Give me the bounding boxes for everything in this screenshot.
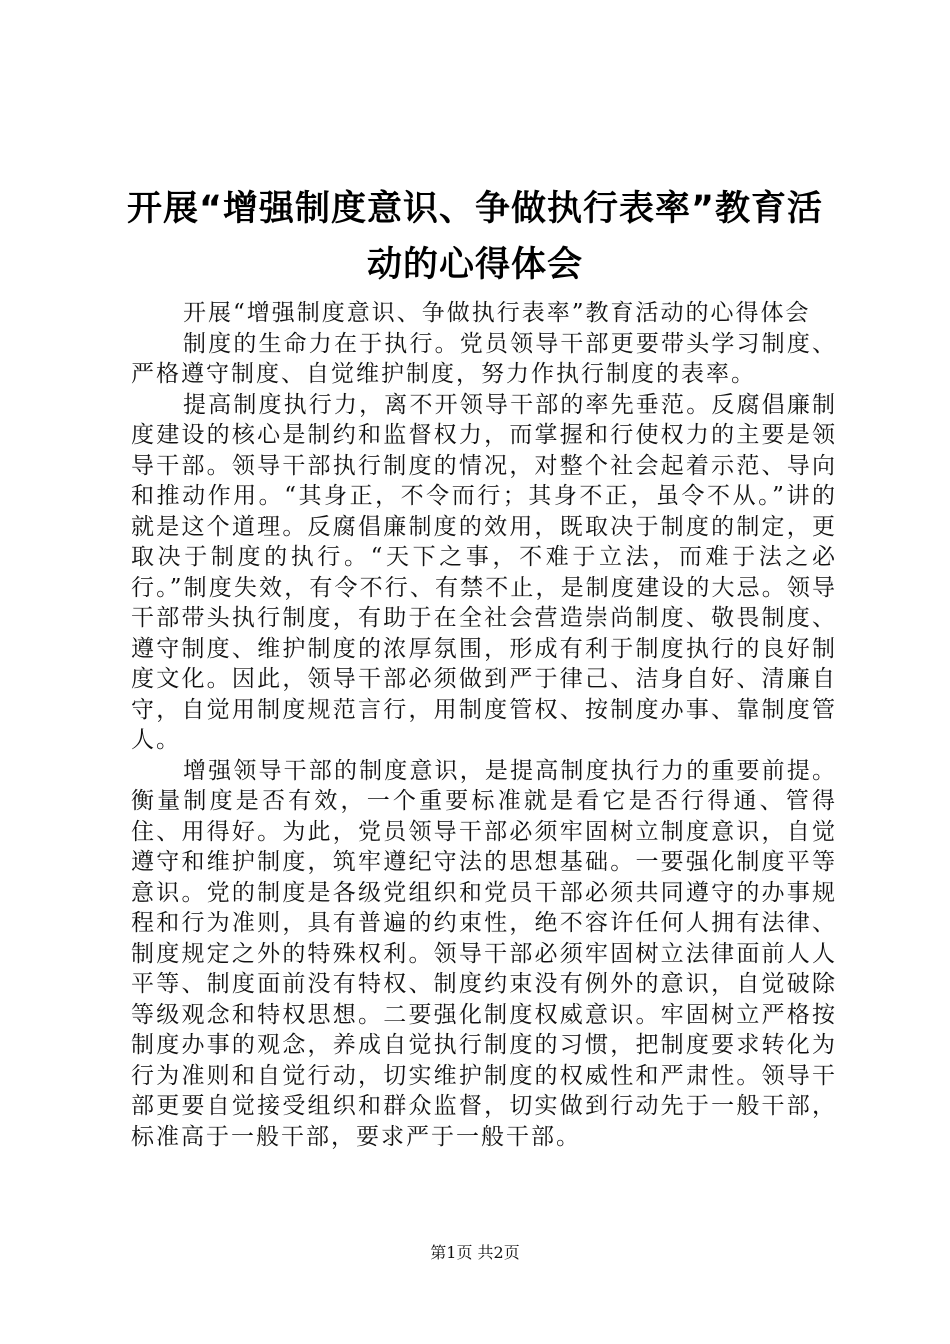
page-footer	[0, 1243, 950, 1263]
paragraph-1: 制度的生命力在于执行。党员领导干部更要带头学习制度、严格遵守制度、自觉维护制度，努力作执行制度的表率。	[131, 330, 837, 387]
paragraph-subtitle: 开展“增强制度意识、争做执行表率”教育活动的心得体会	[183, 300, 811, 326]
document-body	[131, 298, 837, 1152]
title-line-1: 开展“增强制度意识、争做执行表率”教育活	[126, 189, 823, 230]
paragraph-2: 提高制度执行力，离不开领导干部的率先垂范。反腐倡廉制度建设的核心是制约和监督权力，而掌握和行使权力的主要是领导干部。领导干部执行制度的情况，对整个社会起着示范、导向和推动作用。“其身正，不令而行；其身不正，虽令不从。”讲的就是这个道理。反腐倡廉制度的效用，既取决于制度的制定，更取决于制度的执行。“天下之事，不难于立法，而难于法之必行。”制度失效，有令不行、有禁不止，是制度建设的大忌。领导干部带头执行制度，有助于在全社会营造崇尚制度、敬畏制度、遵守制度、维护制度的浓厚氛围，形成有利于制度执行的良好制度文化。因此，领导干部必须做到严于律己、洁身自好、清廉自守，自觉用制度规范言行，用制度管权、按制度办事、靠制度管人。	[131, 391, 837, 753]
paragraph-3: 增强领导干部的制度意识，是提高制度执行力的重要前提。衡量制度是否有效，一个重要标准就是看它是否行得通、管得住、用得好。为此，党员领导干部必须牢固树立制度意识，自觉遵守和维护制度，筑牢遵纪守法的思想基础。一要强化制度平等意识。党的制度是各级党组织和党员干部必须共同遵守的办事规程和行为准则，具有普遍的约束性，绝不容许任何人拥有法律、制度规定之外的特殊权利。领导干部必须牢固树立法律面前人人平等、制度面前没有特权、制度约束没有例外的意识，自觉破除等级观念和特权思想。二要强化制度权威意识。牢固树立严格按制度办事的观念，养成自觉执行制度的习惯，把制度要求转化为行为准则和自觉行动，切实维护制度的权威性和严肃性。领导干部更要自觉接受组织和群众监督，切实做到行动先于一般干部，标准高于一般干部，要求严于一般干部。	[131, 757, 837, 1150]
page-number: 第1页 共2页	[430, 1243, 520, 1262]
document-title	[110, 181, 840, 293]
title-line-2: 动的心得体会	[366, 245, 583, 286]
